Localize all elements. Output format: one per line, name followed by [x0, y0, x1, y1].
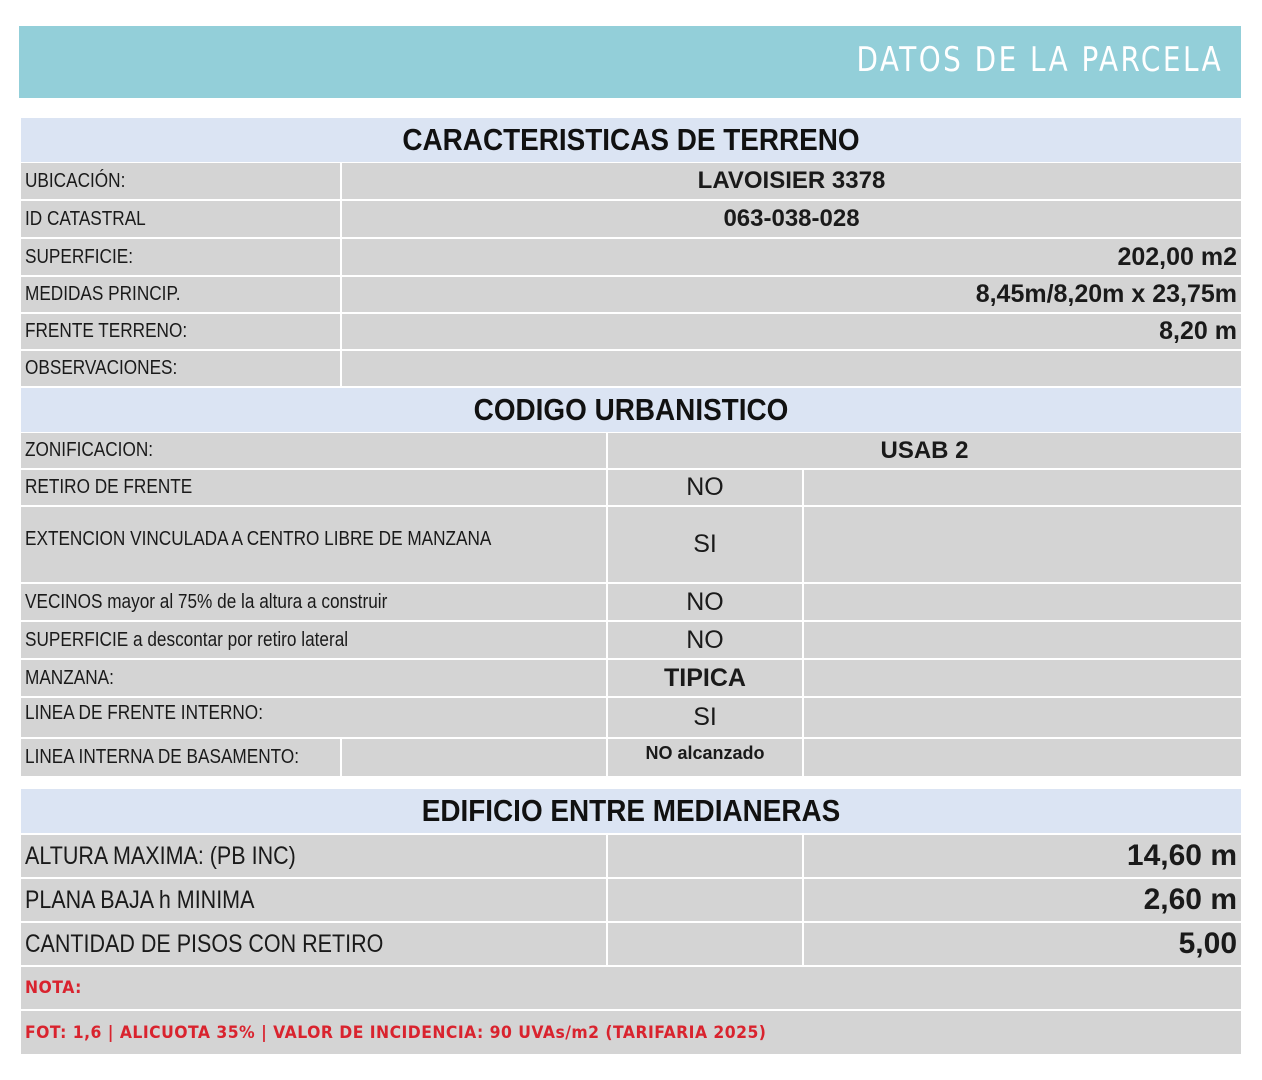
- row-nota: [21, 967, 1241, 1009]
- row-medidas: [21, 277, 1241, 312]
- row-manzana: [21, 660, 1241, 696]
- row-nota-text: [21, 1011, 1241, 1054]
- row-superficie: [21, 239, 1241, 275]
- cantidad-pisos-label: CANTIDAD DE PISOS CON RETIRO: [25, 929, 384, 958]
- vecinos-label: VECINOS mayor al 75% de la altura a construir: [25, 590, 388, 613]
- superficie-retiro-value: NO: [686, 625, 724, 654]
- row-id-catastral: [21, 201, 1241, 237]
- linea-frente-interno-value: SI: [693, 703, 717, 731]
- superficie-retiro-label: SUPERFICIE a descontar por retiro lateral: [25, 628, 349, 651]
- observaciones-value: [342, 351, 1241, 386]
- vecinos-value: NO: [686, 587, 724, 616]
- altura-maxima-value: 14,60 m: [1126, 839, 1237, 872]
- retiro-frente-value: NO: [686, 473, 724, 501]
- section-title-edificio: EDIFICIO ENTRE MEDIANERAS: [421, 793, 841, 828]
- id-catastral-label: ID CATASTRAL: [25, 207, 146, 230]
- row-linea-frente-interno: [21, 698, 1241, 737]
- superficie-value: 202,00 m2: [1117, 242, 1237, 271]
- zonificacion-value: USAB 2: [880, 436, 969, 464]
- extencion-value: SI: [693, 530, 717, 558]
- altura-maxima-label: ALTURA MAXIMA: (PB INC): [25, 841, 296, 870]
- section-title-terreno: CARACTERISTICAS DE TERRENO: [402, 122, 860, 157]
- linea-interna-basamento-value: NO alcanzado: [645, 743, 765, 763]
- zonificacion-label: ZONIFICACION:: [25, 439, 154, 461]
- medidas-value: 8,45m/8,20m x 23,75m: [975, 280, 1237, 308]
- manzana-label: MANZANA:: [25, 666, 114, 689]
- frente-terreno-value: 8,20 m: [1159, 317, 1237, 345]
- section-header-edificio: [21, 789, 1241, 833]
- extencion-label: EXTENCION VINCULADA A CENTRO LIBRE DE MANZANA: [25, 528, 492, 550]
- row-frente-terreno: [21, 314, 1241, 349]
- row-zonificacion: [21, 433, 1241, 468]
- medidas-label: MEDIDAS PRINCIP.: [25, 283, 181, 305]
- row-retiro-frente: [21, 470, 1241, 505]
- title-banner: [19, 26, 1241, 98]
- ubicacion-label: UBICACIÓN:: [25, 169, 126, 192]
- section-title-codigo: CODIGO URBANISTICO: [473, 392, 789, 427]
- linea-frente-interno-label: LINEA DE FRENTE INTERNO:: [25, 702, 263, 724]
- retiro-frente-label: RETIRO DE FRENTE: [25, 476, 193, 498]
- row-altura-maxima: [21, 835, 1241, 877]
- row-extencion-centro-libre: [21, 507, 1241, 582]
- nota-text: FOT: 1,6 | ALICUOTA 35% | VALOR DE INCIDENCIA: 90 UVAs/m2 (TARIFARIA 2025): [25, 1022, 767, 1043]
- planta-baja-label: PLANA BAJA h MINIMA: [25, 885, 255, 914]
- ubicacion-value: LAVOISIER 3378: [697, 167, 886, 194]
- nota-label: NOTA:: [25, 978, 82, 998]
- row-ubicacion: [21, 163, 1241, 199]
- row-linea-interna-basamento: [21, 739, 1241, 776]
- linea-interna-basamento-label: LINEA INTERNA DE BASAMENTO:: [25, 746, 300, 768]
- row-superficie-retiro-lateral: [21, 622, 1241, 658]
- section-header-codigo: [21, 388, 1241, 432]
- row-vecinos: [21, 584, 1241, 620]
- planta-baja-value: 2,60 m: [1143, 883, 1237, 916]
- superficie-label: SUPERFICIE:: [25, 245, 133, 268]
- banner-title: DATOS DE LA PARCELA: [856, 40, 1223, 80]
- id-catastral-value: 063-038-028: [723, 205, 860, 232]
- row-cantidad-pisos: [21, 923, 1241, 965]
- observaciones-label: OBSERVACIONES:: [25, 357, 178, 379]
- section-header-terreno: [21, 118, 1241, 162]
- cantidad-pisos-value: 5,00: [1178, 927, 1237, 960]
- manzana-value: TIPICA: [664, 663, 746, 692]
- row-observaciones: [21, 351, 1241, 386]
- row-planta-baja-minima: [21, 879, 1241, 921]
- frente-terreno-label: FRENTE TERRENO:: [25, 320, 188, 342]
